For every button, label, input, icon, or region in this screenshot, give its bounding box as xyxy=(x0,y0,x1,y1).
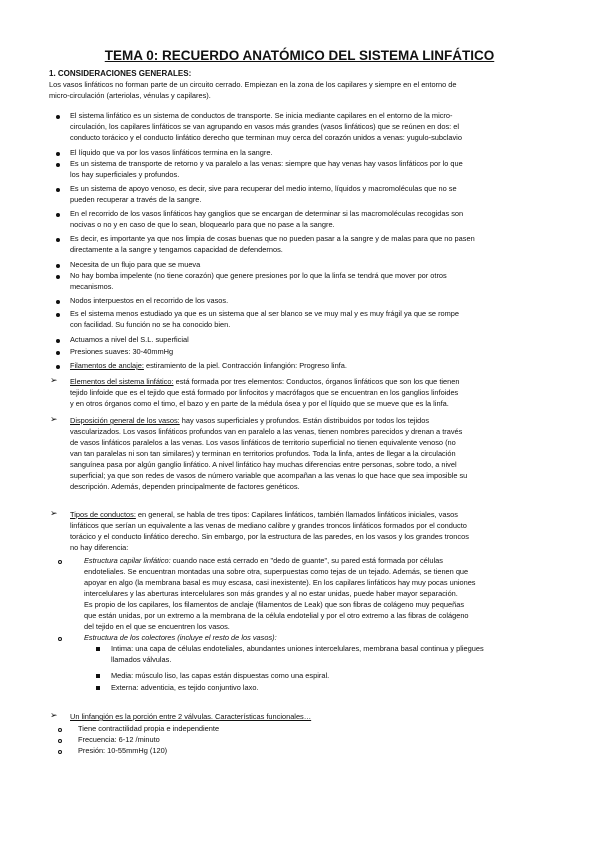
tipos-label: Tipos de conductos: xyxy=(70,510,136,519)
anclaje-label: Filamentos de anclaje: xyxy=(70,361,144,370)
elementos-line xyxy=(70,376,459,387)
bullet-marker xyxy=(56,152,60,156)
square-marker xyxy=(96,647,100,651)
colectores-item: Intima: una capa de células endoteliales, abundantes uniones intercelulares, membrana basal continua y pliegues xyxy=(111,644,484,653)
bullet-marker xyxy=(56,188,60,192)
disposicion-line: superficial; ya que son redes de vasos de número variable que acompañan a las venas lo que hace que sea imposible su xyxy=(70,471,468,480)
elementos-label: Elementos del sistema linfático: xyxy=(70,377,174,386)
arrow-marker: ➢ xyxy=(50,375,58,385)
tipos-line xyxy=(70,509,458,520)
circle-marker xyxy=(58,739,62,743)
disposicion-text: hay vasos superficiales y profundos. Están distribuidos por todos los tejidos xyxy=(179,416,430,425)
capilar-text: cuando nace está cerrado en "dedo de guante", su pared está formada por células xyxy=(170,556,443,565)
tipos-line: torácico y el conducto linfático derecho. Sin embargo, por la estructura de las paredes, en los vasos y los grandes troncos xyxy=(70,532,469,541)
disposicion-label: Disposición general de los vasos: xyxy=(70,416,180,425)
capilar-line: endoteliales. Se encuentran montadas una sobre otra, superpuestas como tejas de un tejado. Además, se tienen que xyxy=(84,567,469,576)
bullet-marker xyxy=(56,300,60,304)
bullet-line: Nodos interpuestos en el recorrido de los vasos. xyxy=(70,296,229,305)
anclaje-text: estiramiento de la piel. Contracción linfangión: Progreso linfa. xyxy=(143,361,347,370)
square-marker xyxy=(96,674,100,678)
bullet-marker xyxy=(56,238,60,242)
arrow-marker: ➢ xyxy=(50,414,58,424)
bullet-line: los hay superficiales y profundos. xyxy=(70,170,180,179)
bullet-marker xyxy=(56,275,60,279)
linfangion-item: Presión: 10-55mmHg (120) xyxy=(78,746,168,755)
bullet-marker xyxy=(56,313,60,317)
square-marker xyxy=(96,686,100,690)
disposicion-line: sanguínea pasa por algún ganglio linfático. A nivel linfático hay muchas diferencias entre personas, sobre todo, a nivel xyxy=(70,460,457,469)
bullet-line: conducto torácico y el conducto linfático derecho que terminan muy cerca del corazón unidos a venas: yugulo-subclavio xyxy=(70,133,462,142)
circle-marker xyxy=(58,637,62,641)
capilar-line: apoyar en algo (la membrana basal es muy escasa, casi inexistente). En los capilares linfáticos hay muy pocas uniones xyxy=(84,578,476,587)
bullet-marker xyxy=(56,115,60,119)
capilar-line: intercelulares y las aberturas intercelulares son más grandes y al no estar unidas, puede haber mayor separación. xyxy=(84,589,458,598)
bullet-marker xyxy=(56,213,60,217)
bullet-line: Es decir, es importante ya que nos limpia de cosas buenas que no pueden pasar a la sangre y de malas para que no pasen xyxy=(70,234,475,243)
colectores-heading: Estructura de los colectores (incluye el resto de los vasos): xyxy=(84,633,277,642)
elementos-text: está formada por tres elementos: Conductos, órganos linfáticos que son los que tienen xyxy=(173,377,460,386)
bullet-line: Es el sistema menos estudiado ya que es un sistema que al ser blanco se ve muy mal y es muy frágil ya que se rompe xyxy=(70,309,460,318)
circle-marker xyxy=(58,750,62,754)
bullet-line: No hay bomba impelente (no tiene corazón) que genere presiones por lo que la linfa se tendrá que mover por otros xyxy=(70,271,447,280)
bullet-marker xyxy=(56,339,60,343)
elementos-line: tejido linfoide que es el tejido que está formado por linfocitos y macrófagos que se encuentran en los ganglios linfoides xyxy=(70,388,459,397)
intro-line: micro-circulación (arteriolas, vénulas y capilares). xyxy=(49,91,211,100)
bullet-line: Es un sistema de apoyo venoso, es decir, sive para recuperar del medio interno, líquidos y macromoléculas que no se xyxy=(70,184,457,193)
anclaje-line xyxy=(70,360,347,371)
bullet-line: nocivas o no y en caso de que lo sean, bloquearlo para que no pase a la sangre. xyxy=(70,220,335,229)
colectores-item: Media: músculo liso, las capas están dispuestas como una espiral. xyxy=(111,671,330,680)
capilar-line: del tejido en el que se encuentren los vasos. xyxy=(84,622,230,631)
linfangion-item: Tiene contractilidad propia e independiente xyxy=(78,724,220,733)
bullet-line: circulación, los capilares linfáticos se van agrupando en vasos más grandes (vasos linfáticos) que se reúnen en dos: el xyxy=(70,122,460,131)
capilar-label: Estructura capilar linfático: xyxy=(84,556,171,565)
tipos-line: linfáticos que serían un equivalente a las venas de mediano calibre y grandes troncos linfáticos formados por el conducto xyxy=(70,521,467,530)
bullet-line: El líquido que va por los vasos linfáticos termina en la sangre. xyxy=(70,148,273,157)
bullet-line: El sistema linfático es un sistema de conductos de transporte. Se inicia mediante capilares en el entorno de la micro- xyxy=(70,111,453,120)
disposicion-line: de vasos linfáticos paralelos a las venas. Los vasos linfáticos de territorio superficial no tienen equivalente venoso (no xyxy=(70,438,456,447)
section-heading: 1. CONSIDERACIONES GENERALES: xyxy=(49,69,192,78)
bullet-line: con facilidad. Su función no se ha conocido bien. xyxy=(70,320,231,329)
bullet-marker xyxy=(56,264,60,268)
bullet-marker xyxy=(56,365,60,369)
capilar-line xyxy=(84,555,443,566)
capilar-line: que están unidas, por un extremo a la membrana de la célula endotelial y por el otro extremo a las fibras de colágeno xyxy=(84,611,469,620)
arrow-marker: ➢ xyxy=(50,508,58,518)
bullet-marker xyxy=(56,351,60,355)
document-title: TEMA 0: RECUERDO ANATÓMICO DEL SISTEMA LINFÁTICO xyxy=(104,48,495,63)
bullet-line: directamente a la sangre y tengamos capacidad de defendernos. xyxy=(70,245,283,254)
disposicion-line: vascularizados. Los vasos linfáticos profundos van en paralelo a las venas, tienen nombres parecidos y drenan a través xyxy=(70,427,463,436)
circle-marker xyxy=(58,560,62,564)
tipos-text: en general, se habla de tres tipos: Capilares linfáticos, también llamados linfáticos iniciales, vasos xyxy=(135,510,458,519)
capilar-line: Es propio de los capilares, los filamentos de anclaje (filamentos de Leak) que son fibras de colágeno muy pequeñas xyxy=(84,600,465,609)
bullet-marker xyxy=(56,163,60,167)
disposicion-line: descripción. Además, dependen principalmente de factores genéticos. xyxy=(70,482,300,491)
intro-line: Los vasos linfáticos no forman parte de un circuito cerrado. Empiezan en la zona de los capilares y siempre en el entorno de xyxy=(49,80,457,89)
colectores-item: Externa: adventicia, es tejido conjuntivo laxo. xyxy=(111,683,259,692)
linfangion-item: Frecuencia: 6-12 /minuto xyxy=(78,735,160,744)
linfangion-heading: Un linfangión es la porción entre 2 válvulas. Características funcionales… xyxy=(70,712,312,721)
bullet-line: pueden recuperar a través de la sangre. xyxy=(70,195,202,204)
bullet-line: Presiones suaves: 30-40mmHg xyxy=(70,347,174,356)
bullet-line: Actuamos a nivel del S.L. superficial xyxy=(70,335,189,344)
elementos-line: y en otros órganos como el timo, el bazo y en parte de la médula ósea y por el líquido que se mueve que es la linfa. xyxy=(70,399,449,408)
tipos-line: no hay diferencia: xyxy=(70,543,129,552)
bullet-line: Es un sistema de transporte de retorno y va paralelo a las venas: siempre que hay venas hay vasos linfáticos por lo que xyxy=(70,159,463,168)
circle-marker xyxy=(58,728,62,732)
bullet-line: mecanismos. xyxy=(70,282,114,291)
disposicion-line xyxy=(70,415,429,426)
arrow-marker: ➢ xyxy=(50,710,58,720)
disposicion-line: van tan paralelas ni son tan similares) y terminan en territorios profundos. Toda la linfa, antes de llegar a la circulación xyxy=(70,449,456,458)
bullet-line: Necesita de un flujo para que se mueva xyxy=(70,260,201,269)
colectores-item: llamados válvulas. xyxy=(111,655,172,664)
bullet-line: En el recorrido de los vasos linfáticos hay ganglios que se encargan de determinar si las macromoléculas recogidas son xyxy=(70,209,464,218)
